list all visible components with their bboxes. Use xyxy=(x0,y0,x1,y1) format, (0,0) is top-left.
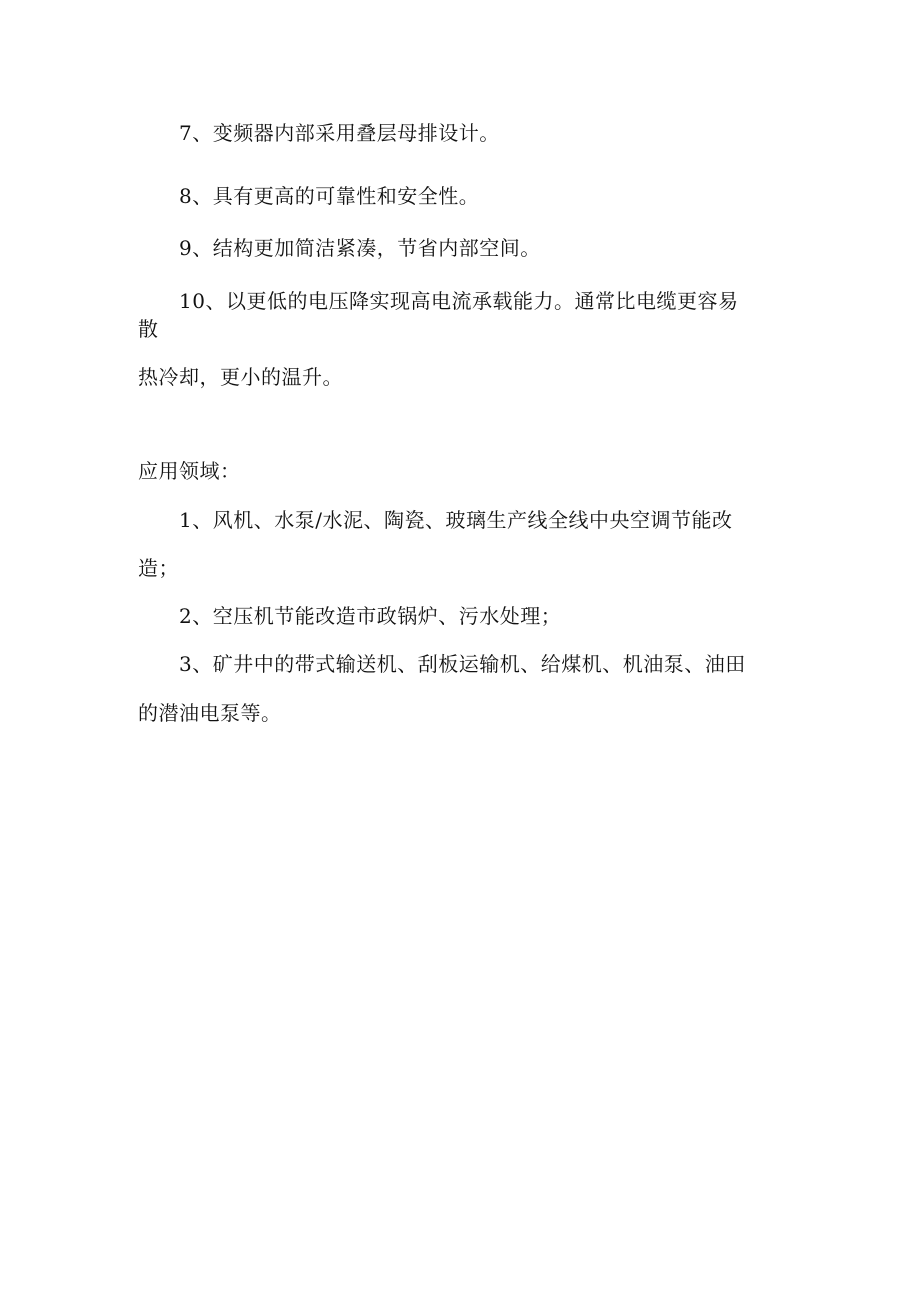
application-item-3-continuation: 的潜油电泵等。 xyxy=(138,701,282,725)
application-item-1: 1、风机、水泵/水泥、陶瓷、玻璃生产线全线中央空调节能改 xyxy=(179,508,733,532)
application-item-3: 3、矿井中的带式输送机、刮板运输机、给煤机、机油泵、油田 xyxy=(179,652,746,676)
feature-item-10-continuation: 散 xyxy=(138,317,159,341)
feature-item-10: 10、以更低的电压降实现高电流承载能力。通常比电缆更容易 xyxy=(179,289,739,313)
application-item-2: 2、空压机节能改造市政锅炉、污水处理； xyxy=(179,604,562,628)
application-item-1-continuation: 造； xyxy=(138,556,179,580)
feature-item-10-continuation: 热冷却，更小的温升。 xyxy=(138,365,343,389)
feature-item-9: 9、结构更加简洁紧凑，节省内部空间。 xyxy=(179,236,541,260)
feature-item-8: 8、具有更高的可靠性和安全性。 xyxy=(179,184,480,208)
applications-heading: 应用领域： xyxy=(138,459,241,483)
feature-item-7: 7、变频器内部采用叠层母排设计。 xyxy=(179,121,500,145)
